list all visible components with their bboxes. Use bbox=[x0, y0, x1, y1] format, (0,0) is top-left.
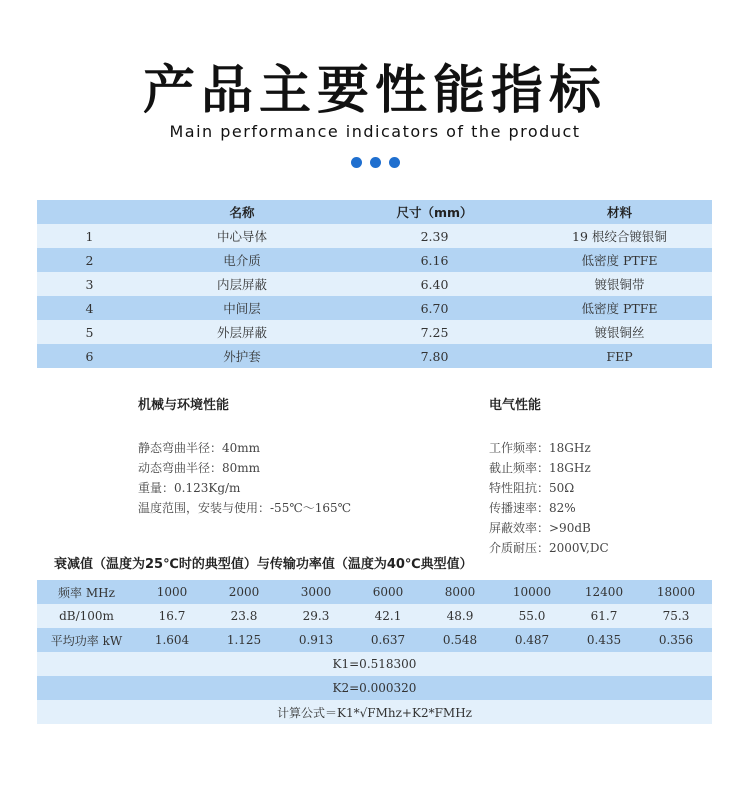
table-cell: 6.40 bbox=[342, 272, 527, 296]
table-cell: 0.487 bbox=[496, 628, 568, 652]
table-row bbox=[37, 700, 712, 724]
dot-icon bbox=[370, 157, 381, 168]
table-cell: 6000 bbox=[352, 580, 424, 604]
table-cell: 19 根绞合镀银铜 bbox=[527, 224, 712, 248]
table-row bbox=[37, 296, 712, 320]
table-row bbox=[37, 272, 712, 296]
header-cell: 名称 bbox=[142, 200, 342, 224]
header-cell: 尺寸（mm） bbox=[342, 200, 527, 224]
table-cell: 16.7 bbox=[136, 604, 208, 628]
table-cell: 42.1 bbox=[352, 604, 424, 628]
table-cell: 内层屏蔽 bbox=[142, 272, 342, 296]
table-cell: 6.70 bbox=[342, 296, 527, 320]
table-row bbox=[37, 320, 712, 344]
table-cell: 0.548 bbox=[424, 628, 496, 652]
table-cell: 18000 bbox=[640, 580, 712, 604]
table-cell: 外层屏蔽 bbox=[142, 320, 342, 344]
decorative-dots bbox=[0, 153, 750, 172]
mechanical-section bbox=[138, 396, 351, 518]
table-cell: 2000 bbox=[208, 580, 280, 604]
page-title: 产品主要性能指标 bbox=[142, 61, 607, 121]
table-cell: 0.637 bbox=[352, 628, 424, 652]
table-cell: 7.25 bbox=[342, 320, 527, 344]
table-cell: 1.604 bbox=[136, 628, 208, 652]
table-row bbox=[37, 676, 712, 700]
table-cell: 6.16 bbox=[342, 248, 527, 272]
table-cell: 中心导体 bbox=[142, 224, 342, 248]
spec-line: 介质耐压：2000V,DC bbox=[489, 541, 609, 555]
spec-table bbox=[37, 200, 712, 368]
k1-cell: K1=0.518300 bbox=[37, 652, 712, 676]
table-cell: 3 bbox=[37, 272, 142, 296]
table-cell: 29.3 bbox=[280, 604, 352, 628]
table-cell: 10000 bbox=[496, 580, 568, 604]
table-cell: FEP bbox=[527, 344, 712, 368]
table-cell: 2.39 bbox=[342, 224, 527, 248]
table-cell: 0.435 bbox=[568, 628, 640, 652]
table-cell: 12400 bbox=[568, 580, 640, 604]
table-cell: 平均功率 kW bbox=[37, 628, 136, 652]
header-cell bbox=[37, 200, 142, 224]
spec-line: 动态弯曲半径：80mm bbox=[138, 461, 261, 475]
table-cell: 61.7 bbox=[568, 604, 640, 628]
table-cell: 8000 bbox=[424, 580, 496, 604]
table-cell: 55.0 bbox=[496, 604, 568, 628]
attenuation-title: 衰减值（温度为25℃时的典型值）与传输功率值（温度为40℃典型值） bbox=[54, 557, 473, 572]
table-cell: 6 bbox=[37, 344, 142, 368]
table-row bbox=[37, 248, 712, 272]
spec-line: 截止频率：18GHz bbox=[489, 461, 591, 475]
electrical-section bbox=[489, 396, 609, 558]
table-row bbox=[37, 604, 712, 628]
table-row bbox=[37, 580, 712, 604]
table-cell: 1 bbox=[37, 224, 142, 248]
table-cell: 中间层 bbox=[142, 296, 342, 320]
spec-line: 传播速率：82% bbox=[489, 501, 576, 515]
table-cell: 频率 MHz bbox=[37, 580, 136, 604]
table-cell: 2 bbox=[37, 248, 142, 272]
table-row bbox=[37, 224, 712, 248]
table-cell: 低密度 PTFE bbox=[527, 296, 712, 320]
dot-icon bbox=[389, 157, 400, 168]
attenuation-table bbox=[37, 580, 712, 724]
table-row bbox=[37, 628, 712, 652]
spec-line: 静态弯曲半径：40mm bbox=[138, 441, 261, 455]
table-cell: 3000 bbox=[280, 580, 352, 604]
table-cell: 5 bbox=[37, 320, 142, 344]
section-title: 机械与环境性能 bbox=[138, 398, 230, 413]
table-cell: 镀银铜丝 bbox=[527, 320, 712, 344]
spec-line: 特性阻抗：50Ω bbox=[489, 481, 575, 495]
spec-line: 屏蔽效率：>90dB bbox=[489, 521, 591, 535]
spec-table-header bbox=[37, 200, 712, 224]
header-cell: 材料 bbox=[527, 200, 712, 224]
table-cell: 外护套 bbox=[142, 344, 342, 368]
table-cell: 4 bbox=[37, 296, 142, 320]
page-subtitle: Main performance indicators of the product bbox=[169, 122, 581, 141]
table-cell: 48.9 bbox=[424, 604, 496, 628]
table-cell: 7.80 bbox=[342, 344, 527, 368]
k2-cell: K2=0.000320 bbox=[37, 676, 712, 700]
table-cell: 低密度 PTFE bbox=[527, 248, 712, 272]
formula-cell: 计算公式＝K1*√FMhz+K2*FMHz bbox=[37, 700, 712, 724]
table-cell: dB/100m bbox=[37, 604, 136, 628]
table-cell: 镀银铜带 bbox=[527, 272, 712, 296]
spec-line: 工作频率：18GHz bbox=[489, 441, 591, 455]
table-cell: 电介质 bbox=[142, 248, 342, 272]
table-row bbox=[37, 344, 712, 368]
table-row bbox=[37, 652, 712, 676]
section-title: 电气性能 bbox=[489, 398, 542, 413]
table-cell: 1.125 bbox=[208, 628, 280, 652]
table-cell: 0.913 bbox=[280, 628, 352, 652]
table-cell: 23.8 bbox=[208, 604, 280, 628]
table-cell: 75.3 bbox=[640, 604, 712, 628]
spec-line: 重量：0.123Kg/m bbox=[138, 481, 241, 495]
table-cell: 1000 bbox=[136, 580, 208, 604]
spec-line: 温度范围，安装与使用：-55℃～165℃ bbox=[138, 501, 352, 515]
table-cell: 0.356 bbox=[640, 628, 712, 652]
dot-icon bbox=[351, 157, 362, 168]
